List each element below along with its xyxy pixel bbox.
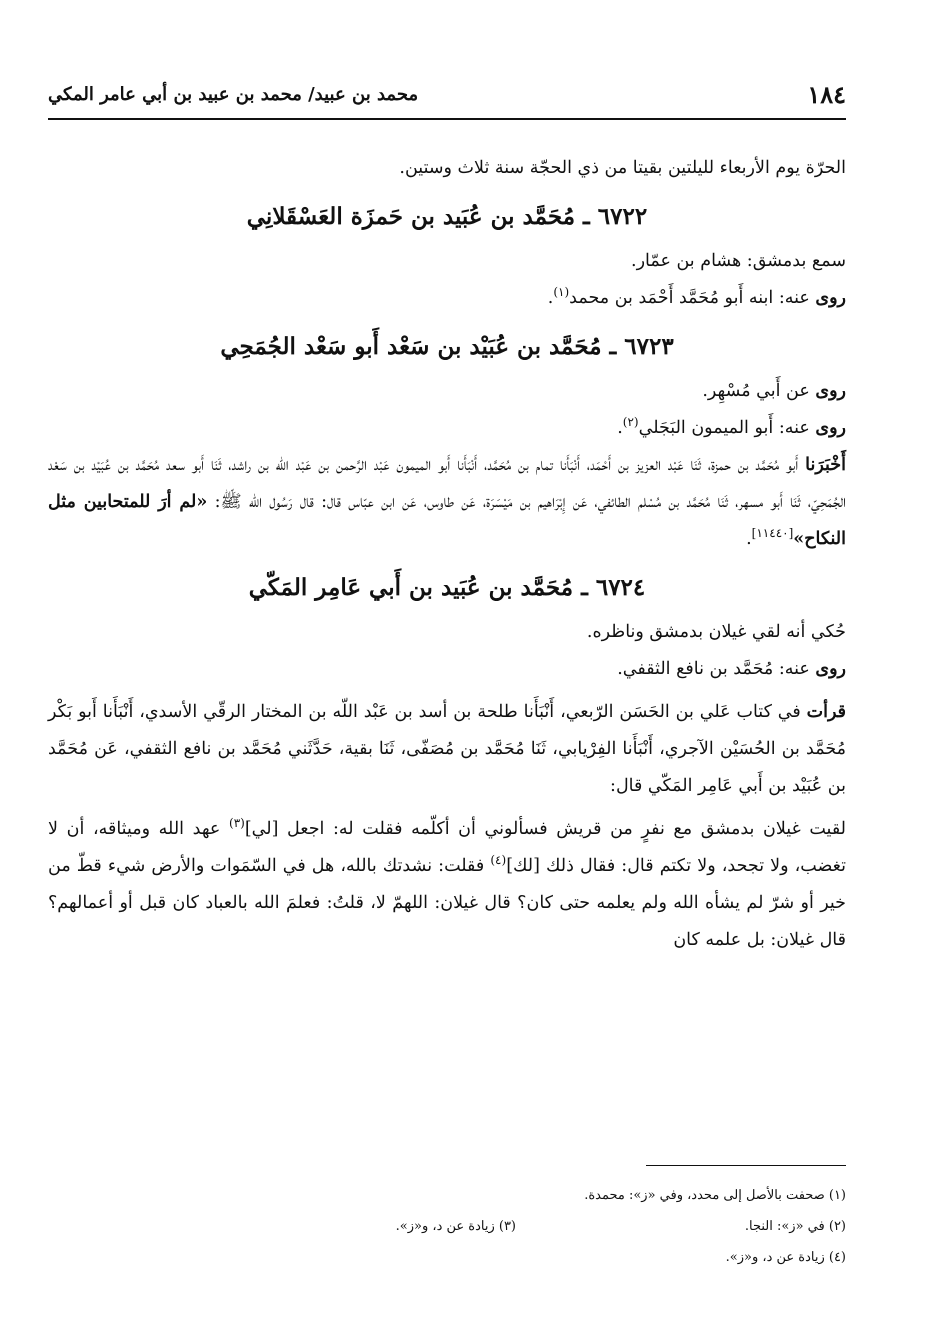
lead-word: روى — [815, 288, 846, 308]
line-tail: . — [617, 418, 623, 438]
narrative-text: لقيت غيلان بدمشق مع نفرٍ من قريش فسألوني أن أكلّمه فقلت له: اجعل [لي] — [244, 819, 847, 839]
intro-line: الحرّة يوم الأربعاء لليلتين بقيتا من ذي الحجّة سنة ثلاث وستين. — [399, 158, 846, 178]
entry-line — [48, 651, 846, 688]
lead-word: روى — [815, 381, 846, 401]
running-title: محمد بن عبيد/ محمد بن عبيد بن أبي عامر المكي — [48, 84, 419, 105]
line-text: سمع بدمشق: هشام بن عمّار. — [631, 251, 846, 271]
page-body — [48, 150, 846, 959]
paragraph-tail: . — [746, 529, 752, 549]
footnote-rule — [646, 1165, 846, 1166]
footnote-ref: (٤) — [490, 853, 507, 868]
hadith-text: «لم أرَ للمتحابين مثل النكاح» — [48, 492, 846, 549]
line-tail: . — [547, 288, 554, 308]
footnote-ref: (٣) — [229, 816, 245, 831]
footnote-ref: (٢) — [622, 415, 639, 430]
line-text: عنه: مُحَمَّد بن نافع الثقفي. — [617, 659, 816, 679]
narrative-text: فقلت: نشدتك بالله، هل في السّمَوات والأرض شيء قطّ من خير أو شرّ لم يشأه الله ولم يعلمه حتى كان؟ قال غيلان: اللهمّ لا، قلتُ: فعلمَ الله بالعباد كان قبل أو أعمالهم؟ قال غيلان: بل علمه كان — [48, 856, 846, 950]
entry-line — [48, 280, 846, 317]
paragraph-text: في كتاب عَلي بن الحَسَن الرّبعي، أَنْبَأَنا طلحة بن أسد بن عَبْد اللّه بن المختار الرقّي الأسدي، أَنْبَأَنا أَبو بَكْر مُحَمَّد بن الحُسَيْن الآجري، أَنْبَأَنا الفِرْيابي، ثَنَا مُحَمَّد بن مُصَفّى، ثَنَا بقية، حَدَّثَني مُحَمَّد بن نافع الثقفي، عَن مُحَمَّد بن عُبَيْد بن أَبي عَامِر المَكّي قال: — [48, 702, 846, 796]
footnote-ref: (١) — [553, 285, 570, 300]
paragraph-text: أَبو مُحَمَّد بن حمزة، ثَنَا عَبْد العزيز بن أَحْمَد، أَنْبَأَنا تمام بن مُحَمَّد، أَنْبَأَنا أَبو الميمون عَبْد الرَّحمن بن عَبْد اللّه بن راشد، ثَنَا أَبو سعد مُحَمَّد بن عُبَيْد بن سَعْد الجُمَحِيّ، ثَنَا أَبو مسهر، ثَنَا مُحَمَّد بن مُسْلم الطائفي، عَن إِبْرَاهيم بن مَيْسَرَة، عَن طاوس، عَن ابن عبّاس قال: قال رَسُول الله ﷺ: — [48, 455, 846, 512]
hadith-ref: [١١٤٤٠] — [751, 526, 794, 541]
narrative-paragraph — [48, 811, 846, 959]
footnote-row — [48, 1180, 846, 1211]
footnote-3: (٣) زيادة عن د، و«ز». — [395, 1219, 516, 1234]
footnote-1: (١) صحفت بالأصل إلى محدد، وفي «ز»: محمدة. — [584, 1188, 846, 1203]
footnote-4: (٤) زيادة عن د، و«ز». — [725, 1250, 846, 1265]
line-text: عنه: أَبو الميمون البَجَلي — [638, 418, 816, 438]
entry-line — [48, 243, 846, 280]
line-text: عن أَبي مُسْهِر. — [702, 381, 816, 401]
narrative-text: عهد الله وميثاقه، أن لا تغضب، ولا تجحد، ولا تكتم قال: فقال ذلك [لك] — [48, 819, 846, 876]
entry-title-6723: ٦٧٢٣ ـ مُحَمَّد بن عُبَيْد بن سَعْد أَبو سَعْد الجُمَحِي — [220, 333, 674, 360]
lead-word: أَخْبَرَنا — [805, 455, 846, 475]
lead-word: روى — [815, 659, 846, 679]
isnad-paragraph — [48, 447, 846, 558]
page-header — [48, 80, 846, 118]
footnote-2: (٢) في «ز»: النجا. — [744, 1219, 846, 1234]
lead-word: روى — [815, 418, 846, 438]
line-text: عنه: ابنه أَبو مُحَمَّد أَحْمَد بن محمد — [569, 288, 816, 308]
footnote-row — [48, 1242, 846, 1273]
footnote-row — [48, 1211, 846, 1242]
entry-line — [48, 614, 846, 651]
entry-title-6724: ٦٧٢٤ ـ مُحَمَّد بن عُبَيد بن أَبي عَامِر المَكّي — [248, 574, 646, 601]
isnad-paragraph — [48, 694, 846, 805]
header-rule — [48, 118, 846, 120]
entry-title-6722: ٦٧٢٢ ـ مُحَمَّد بن عُبَيد بن حَمزَة العَسْقَلانِي — [246, 203, 648, 230]
footnotes — [48, 1180, 846, 1273]
line-text: حُكي أنه لقي غيلان بدمشق وناظره. — [586, 622, 846, 642]
book-page — [48, 0, 846, 1337]
entry-line — [48, 373, 846, 410]
page-number: ١٨٤ — [807, 80, 846, 109]
entry-line — [48, 410, 846, 447]
lead-word: قرأت — [806, 702, 846, 722]
